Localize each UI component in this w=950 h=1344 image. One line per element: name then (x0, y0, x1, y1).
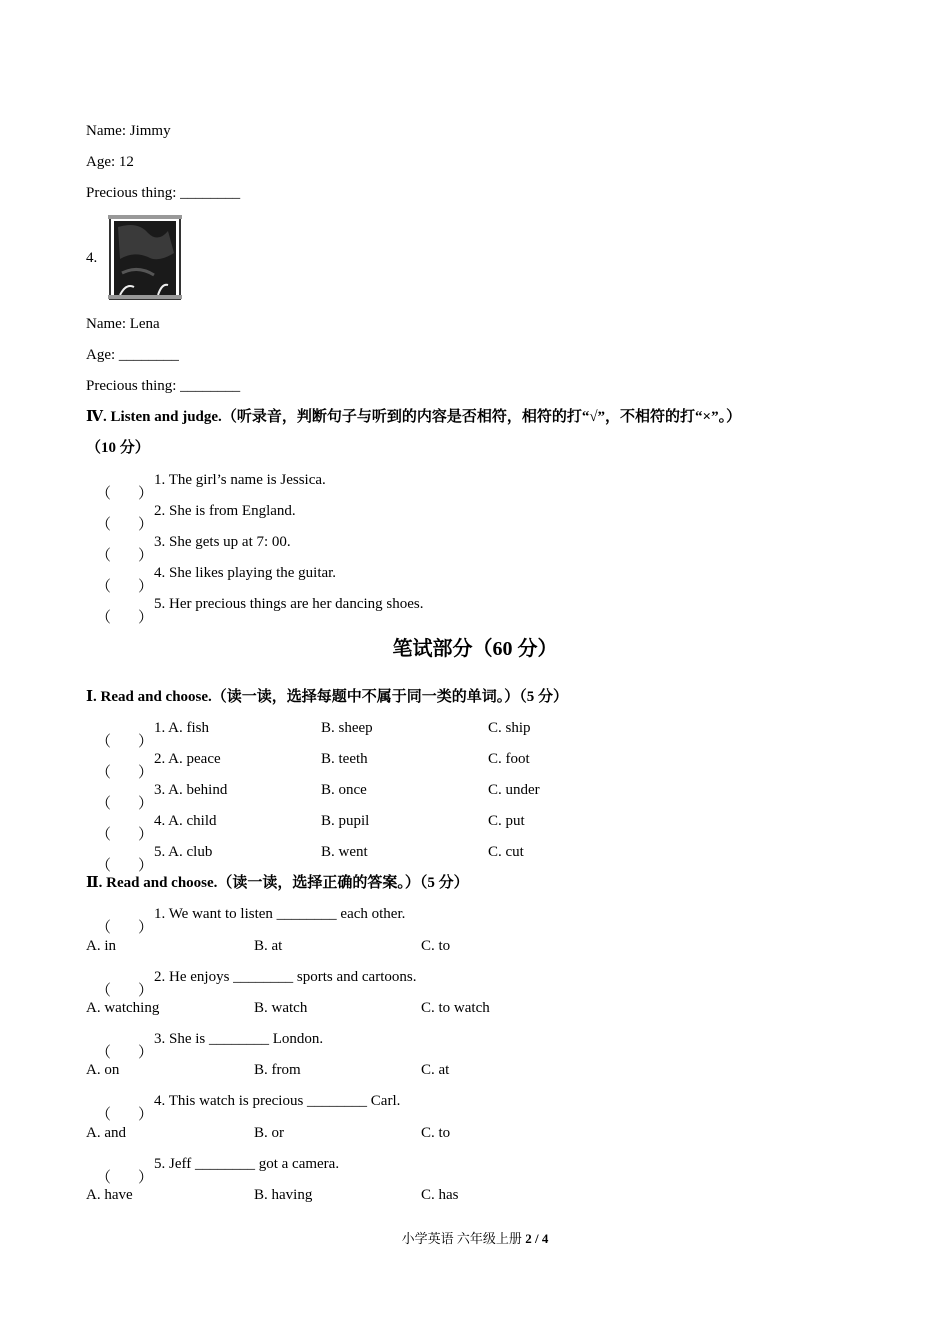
precious-thing-lena: Precious thing: ________ (86, 378, 241, 394)
section4-heading-en: Ⅳ. Listen and judge. (86, 409, 222, 425)
shoes-picture-icon (108, 213, 182, 301)
question-stem: （ ） 2. He enjoys ________ sports and cartoons. (96, 969, 417, 999)
judge-item: （ ） 3. She gets up at 7: 00. (96, 534, 291, 564)
judge-item: （ ） 2. She is from England. (96, 503, 296, 533)
footer-total-pages: 4 (541, 1231, 549, 1246)
part1-heading-en: Ⅰ. Read and choose. (86, 689, 212, 705)
question-stem: （ ） 5. Jeff ________ got a camera. (96, 1156, 340, 1186)
choice-row: （ ） 1. A. fish B. sheep C. ship (96, 720, 531, 750)
part1-heading (86, 687, 568, 707)
precious-thing-jimmy: Precious thing: ________ (86, 185, 241, 201)
choice-row: （ ） 3. A. behind B. once C. under (96, 782, 540, 812)
footer-subject: 小学英语 六年级上册 (401, 1231, 526, 1246)
section4-heading (86, 407, 741, 427)
part1-heading-cn: （读一读，选择每题中不属于同一类的单词。）（5 分） (211, 689, 569, 705)
written-part-title: 笔试部分（60 分） (392, 638, 558, 660)
choice-row: （ ） 5. A. club B. went C. cut (96, 844, 524, 874)
part2-heading (86, 873, 469, 893)
choice-row: （ ） 4. A. child B. pupil C. put (96, 813, 525, 843)
question-stem: （ ） 4. This watch is precious ________ Carl. (96, 1093, 401, 1123)
dancing-shoes-image (108, 213, 182, 301)
section4-heading-cn: （听录音，判断句子与听到的内容是否相符，相符的打“√”，不相符的打“×”。） (221, 409, 742, 425)
question-stem: （ ） 1. We want to listen ________ each other. (96, 906, 406, 936)
judge-item: （ ） 1. The girl’s name is Jessica. (96, 472, 326, 502)
age-lena: Age: ________ (86, 347, 179, 363)
age-jimmy: Age: 12 (86, 154, 134, 170)
footer-page-number: 2 (525, 1231, 532, 1246)
part2-heading-cn: （读一读，选择正确的答案。）（5 分） (217, 875, 469, 891)
footer-separator: / (531, 1231, 542, 1246)
page-footer (0, 1228, 950, 1247)
item-number-4: 4. (86, 250, 98, 266)
question-stem: （ ） 3. She is ________ London. (96, 1031, 324, 1061)
name-jimmy: Name: Jimmy (86, 123, 171, 139)
section4-score: （10 分） (86, 440, 150, 456)
part2-heading-en: Ⅱ. Read and choose. (86, 875, 218, 891)
name-lena: Name: Lena (86, 316, 160, 332)
judge-item: （ ） 5. Her precious things are her dancing shoes. (96, 596, 424, 626)
judge-item: （ ） 4. She likes playing the guitar. (96, 565, 337, 595)
choice-row: （ ） 2. A. peace B. teeth C. foot (96, 751, 530, 781)
